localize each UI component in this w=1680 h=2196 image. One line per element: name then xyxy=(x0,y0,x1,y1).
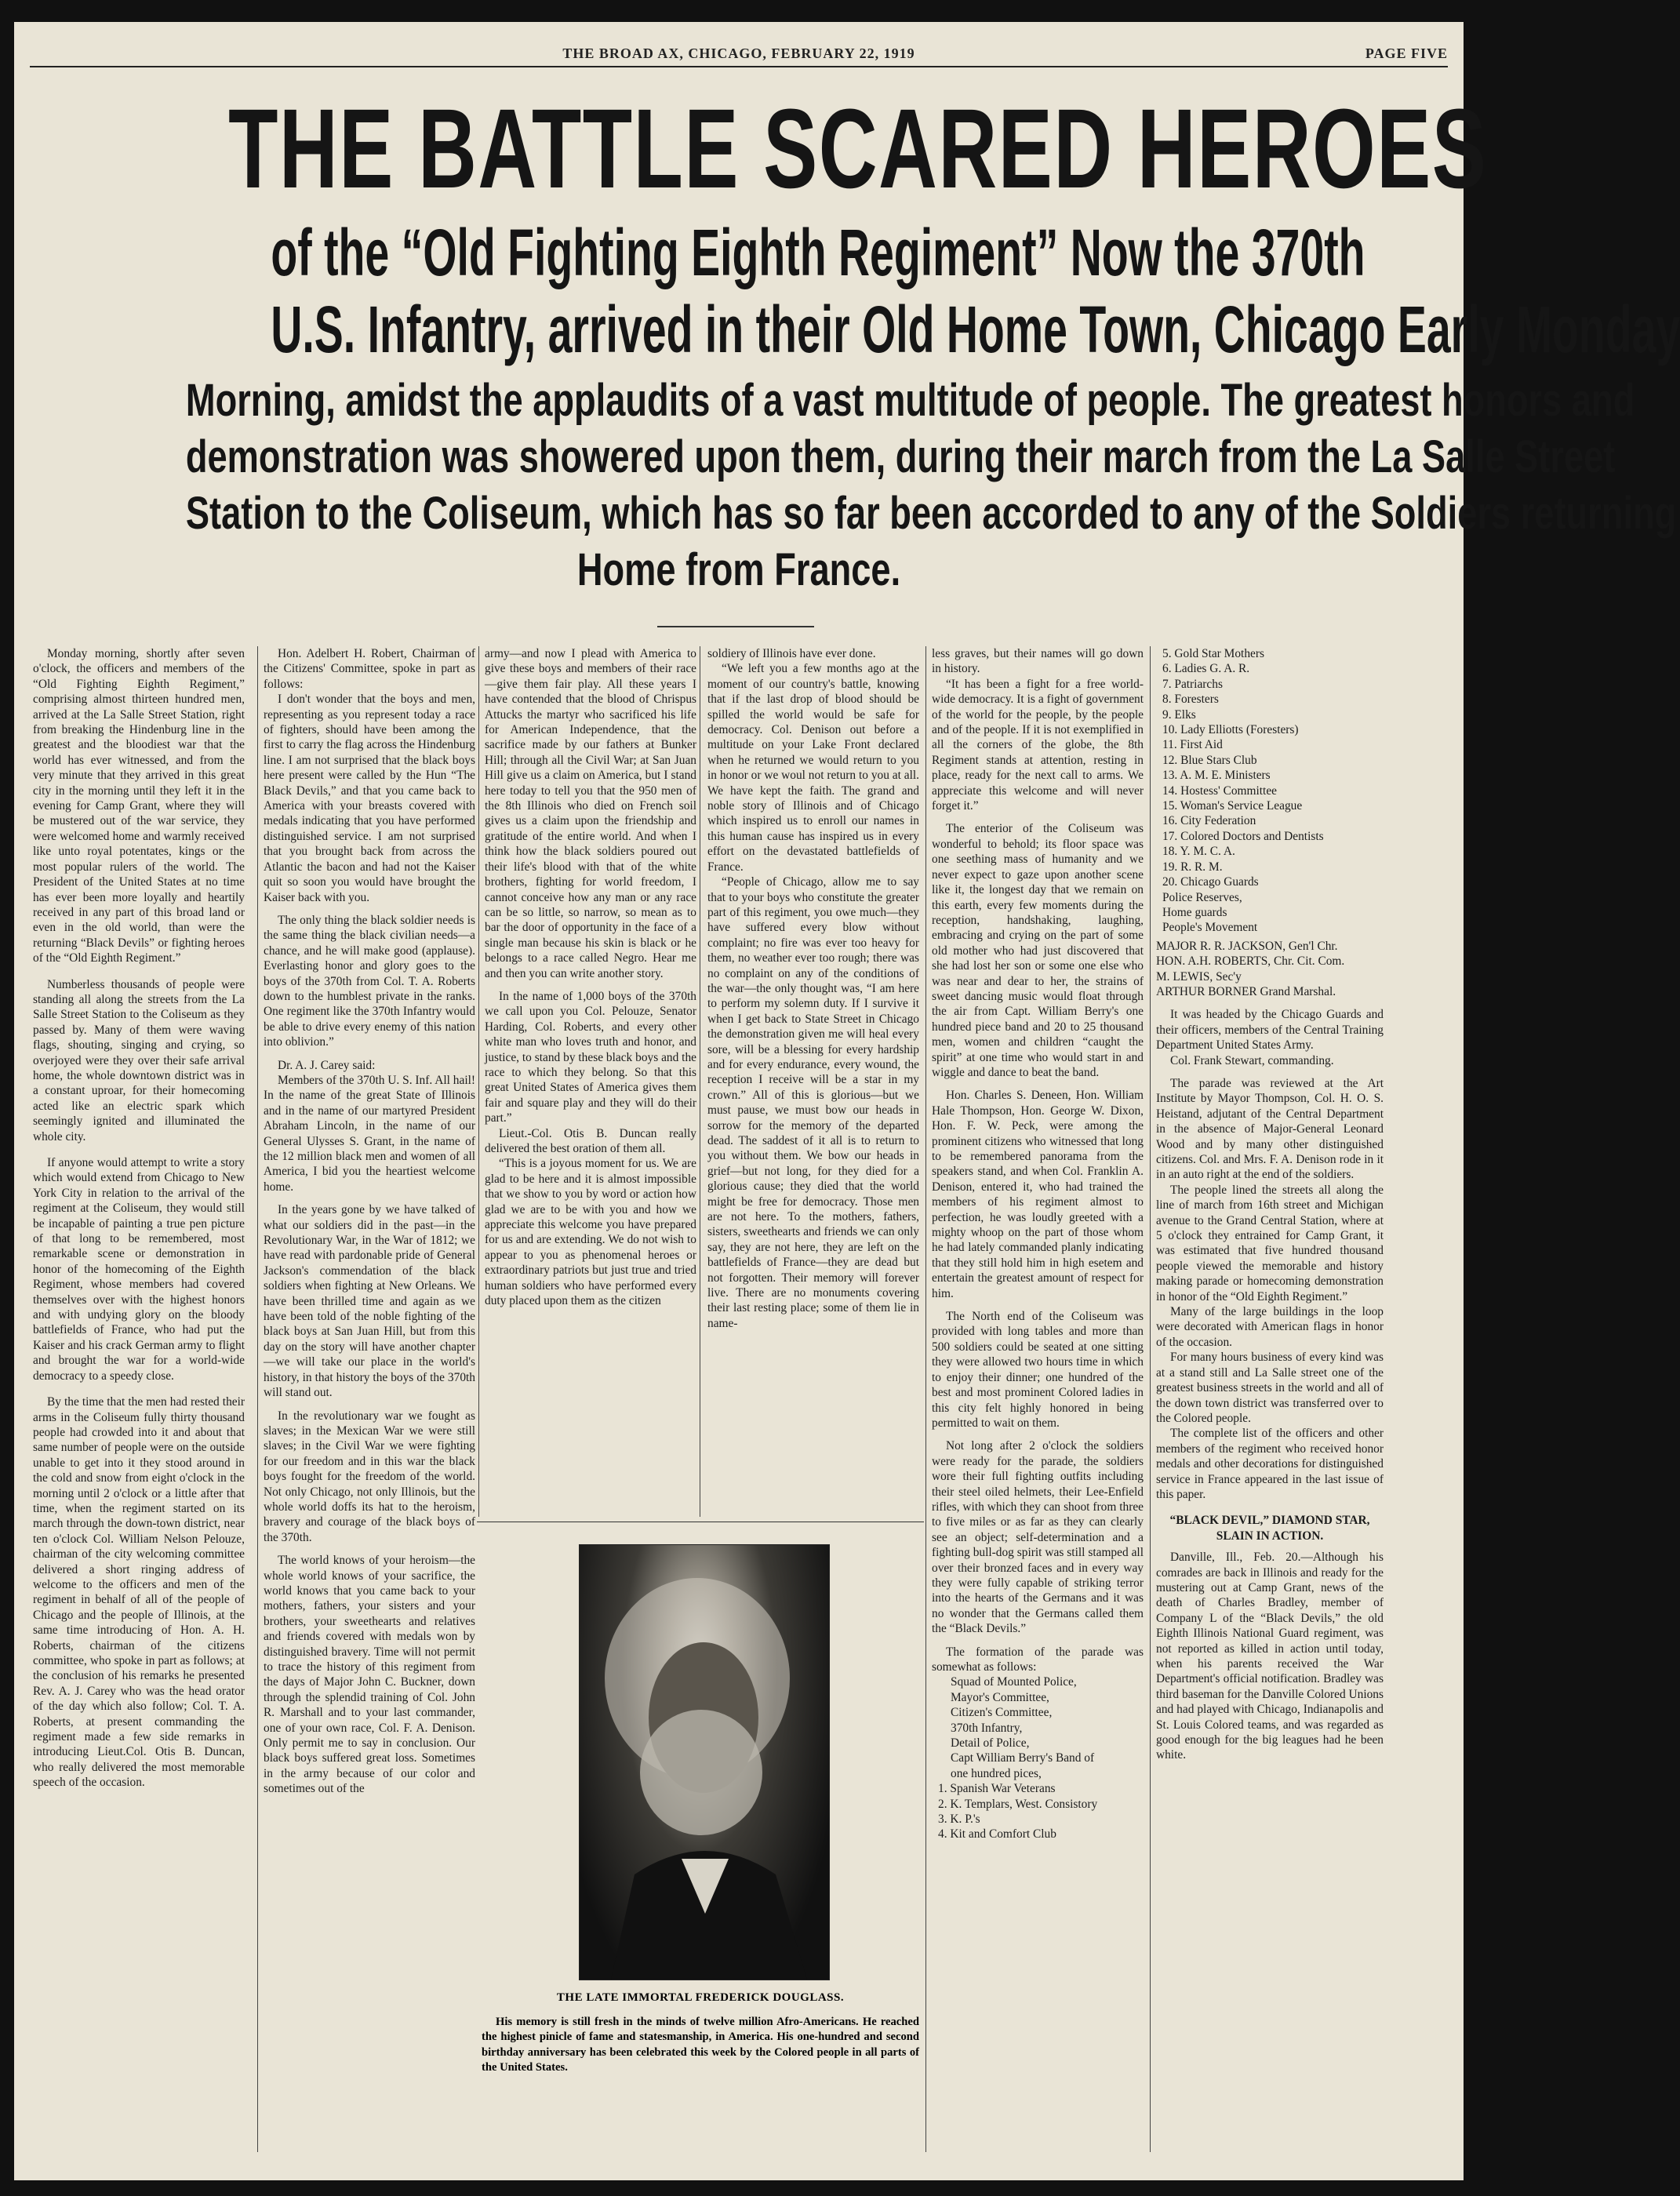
paragraph: The formation of the parade was somewhat as follows: xyxy=(932,1645,1144,1674)
paragraph: The enterior of the Coliseum was wonderful to behold; its floor space was one seething mass of humanity and we never expect to gaze upon another scene like it, the longest day that we remain on this earth, every few moments during the reception, handshaking, laughing, embracing and crying on the part of some old mother who had just discovered that she had lost her son or some one else who was near and dear to her, the strains of sweet dancing music would float through the air from Capt. William Berry's one hundred piece band and 20 to 25 thousand men, women and children “caught the spirit” at one time who would start in and wiggle and dance to beat the band. xyxy=(932,822,1144,1079)
paragraph: The parade was reviewed at the Art Institute by Mayor Thompson, Col. H. O. S. Heistand, adjutant of the Central Department in the absence of Major-General Leonard Wood and by many other distinguished citizens. Col. and Mrs. F. A. Denison rode in it in an auto right at the end of the soldiers. xyxy=(1156,1076,1384,1182)
list-item: Police Reserves, xyxy=(1162,890,1242,904)
article-column-3 xyxy=(485,646,696,1513)
paragraph: In the years gone by we have talked of what our soldiers did in the past—in the Revolutionary War, in the War of 1812; we have read with pardonable pride of General Jackson's commendation of the black soldiers when fighting at New Orleans. We have been thrilled time and again as we have been told of the noble fighting of the black boys at San Juan Hill, but from this day on the story will have another chapter—we will take our place in the world's history, in that history the boys of the 370th will stand out. xyxy=(264,1203,475,1400)
frederick-douglass-portrait xyxy=(579,1544,830,1980)
officer-line: HON. A.H. ROBERTS, Chr. Cit. Com. xyxy=(1156,954,1345,969)
list-item: 8. Foresters xyxy=(1162,693,1219,707)
headline-deck-2: demonstration was showered upon them, during their march from the La Salle Street xyxy=(185,431,1616,482)
photo-caption-text: His memory is still fresh in the minds of twelve million Afro-Americans. He reached the highest pinicle of fame and statesmanship, in America. His one-hundred and second birthday anniversary has been celebrated this week by the Colored people in all parts of the United States. xyxy=(482,2016,919,2074)
article-column-4 xyxy=(707,646,919,1513)
list-item: Mayor's Committee, xyxy=(951,1690,1049,1704)
paragraph: The people lined the streets all along the line of march from 16th street and Michigan avenue to the Grand Central Station, where at 5 o'clock they entrained for Camp Grant, it was estimated that five hundred thousand people viewed the memorable and history making parade or homecoming demonstration in honor of the “Old Eighth Regiment.” xyxy=(1156,1183,1384,1303)
list-item: 1. Spanish War Veterans xyxy=(938,1782,1056,1796)
paragraph: Col. Frank Stewart, commanding. xyxy=(1170,1053,1334,1067)
list-item: Detail of Police, xyxy=(951,1736,1030,1751)
paragraph: army—and now I plead with America to give these boys and members of their race—give them fair play. All these years I have contended that the blood of Chrispus Attucks the martyr who sacrificed his life for American Independence, that the sacrifice made by our fathers at Bunker Hill; through all the Civil War; at San Juan Hill give us a claim on America, but I stand here today to tell you that the 950 men of the 8th Illinois who died on French soil gives us a claim upon the friendship and gratitude of the entire world. And when I think how the black soldiers poured out their life's blood with that of the white brothers, fighting for world freedom, I cannot conceive how any man or any race can be so little, so narrow, so mean as to bar the door of opportunity in the face of a single man because his skin is black or he belongs to a race called Negro. Hear me and then you can write another story. xyxy=(485,647,696,980)
list-item: People's Movement xyxy=(1162,921,1258,935)
page-number: PAGE FIVE xyxy=(1365,45,1448,61)
paragraph: The complete list of the officers and other members of the regiment who received honor medals and other decorations for distinguished service in France appeared in the last issue of this paper. xyxy=(1156,1427,1384,1501)
photo-box xyxy=(477,1522,924,2112)
column-rule xyxy=(925,646,926,2152)
list-item: 10. Lady Elliotts (Foresters) xyxy=(1162,723,1299,737)
paragraph: In the revolutionary war we fought as slaves; in the Mexican War we were still slaves; in the Civil War we were fighting for our freedom and in this war the black boys fought for the freedom of the world. Not only Chicago, not only Illinois, but the whole world doffs its hat to the heroism, bravery and courage of the black boys of the 370th. xyxy=(264,1409,475,1544)
list-item: 7. Patriarchs xyxy=(1162,677,1223,691)
article-column-5 xyxy=(932,646,1144,2168)
paragraph: Monday morning, shortly after seven o'clock, the officers and members of the “Old Fighting Eighth Regiment,” comprising almost thirteen hundred men, arrived at the La Salle Street Station, right from breaking the Hindenburg line in the greatest and the bloodiest war that the world has ever witnessed, and from the very minute that they arrived in this great city in the morning until they left it in the evening for Camp Grant, where they will be mustered out of the war service, they were welcomed home and warmly received like unto royal potentates, kings or the most popular rulers of the world. The President of the United States at no time has ever been more loyally and heartily received in any part of this broad land or even in the old world, than were the returning “Black Devils” or fighting heroes of the “Old Eighth Regiment.” xyxy=(33,647,245,965)
paragraph: Hon. Charles S. Deneen, Hon. William Hale Thompson, Hon. George W. Dixon, Hon. F. W. Peck, were among the prominent citizens who witnessed that long to be remembered panorama from the speakers stand, and when Col. Franklin A. Denison, entered it, who had trained the members of his regiment almost to perfection, he was loudly greeted with a mighty whoop on the part of those whom he had lately commanded planly indicating that they still hold him in high esetem and entertain the greatest amount of respect for him. xyxy=(932,1089,1144,1300)
list-item: 13. A. M. E. Ministers xyxy=(1162,769,1271,783)
paragraph: If anyone would attempt to write a story which would extend from Chicago to New York City in relation to the arrival of the regiment at the Coliseum, they would still be incapable of painting a true pen picture of that long to be remembered, most remarkable scene or demonstration in honor of the homecoming of the Eighth Regiment, whose members had covered themselves over with the highest honors and with undying glory on the bloody battlefields of France, who had put the Kaiser and his crack German army to flight and brought the war for a world-wide democracy to a speedy close. xyxy=(33,1156,245,1383)
paragraph: Members of the 370th U. S. Inf. All hail! In the name of the great State of Illinois and in the name of our martyred President Abraham Lincoln, in the name of our General Ulysses S. Grant, in the name of the 12 million black men and women of all America, I bid you the heartiest welcome home. xyxy=(264,1073,475,1194)
list-item: 5. Gold Star Mothers xyxy=(1162,647,1264,660)
list-item: Citizen's Committee, xyxy=(951,1706,1053,1720)
headline-deck-3: Station to the Coliseum, which has so far been accorded to any of the Soldiers returning xyxy=(185,488,1677,539)
masthead-title: THE BROAD AX, CHICAGO, FEBRUARY 22, 1919 xyxy=(562,45,915,61)
paragraph: “We left you a few months ago at the moment of our country's battle, knowing that if the last drop of blood should be spilled the world would be safe for democracy. Col. Denison out before a multitude on your Lake Front declared when he returned we would return to you in honor or we woul not return to you at all. We have kept the faith. The grand and noble story of Illinois and of Chicago which inspired us to enroll our names in this human cause has inspired us in every effort on the devastated battlefields of France. xyxy=(707,662,919,874)
paragraph: “This is a joyous moment for us. We are glad to be here and it is almost impossible that we show to you by word or action how glad we are to be with you and how we appreciate this welcome you have prepared for us and are extending. We do not wish to appear to you as phenomenal heroes or extraordinary patriots but just true and tried human soldiers who have performed every duty placed upon them as the citizen xyxy=(485,1157,696,1308)
paragraph: Not long after 2 o'clock the soldiers were ready for the parade, the soldiers wore their full fighting outfits including their steel oiled helmets, their Lee-Enfield rifles, with which they can shoot from three to five miles or as far as they can clearly see an object; self-determination and a fighting bull-dog spirit was still stamped all over their bronzed faces and in every way they were fully capable of striking terror into the hearts of the Germans and it was no wonder that the Germans called them the “Black Devils.” xyxy=(932,1439,1144,1636)
paragraph: soldiery of Illinois have ever done. xyxy=(707,647,876,660)
top-rule xyxy=(30,66,1448,67)
column-rule xyxy=(478,646,479,1517)
photo-caption-title: THE LATE IMMORTAL FREDERICK DOUGLASS. xyxy=(556,1991,845,2004)
headline-deck-1: Morning, amidst the applaudits of a vast multitude of people. The greatest honors and xyxy=(185,375,1635,426)
paragraph: The only thing the black soldier needs is the same thing the black civilian needs—a chance, and he will make good (applause). Everlasting honor and glory goes to the boys of the 370th from Col. T. A. Roberts down to the humblest private in the ranks. One regiment like the 370th Infantry would be able to drive every enemy of this nation into oblivion.” xyxy=(264,913,475,1049)
list-item: 16. City Federation xyxy=(1162,814,1256,828)
parade-officers xyxy=(1156,939,1384,1000)
list-item: 20. Chicago Guards xyxy=(1162,875,1259,889)
headline-deck-4: Home from France. xyxy=(576,544,901,595)
paragraph: The world knows of your heroism—the whole world knows of your sacrifice, the world knows that you came back to your mothers, fathers, your sisters and your brothers, your sweethearts and relatives and friends covered with medals won by distinguished bravery. Time will not permit to trace the history of this regiment from the days of Major John C. Buckner, down through the splendid training of Col. John R. Marshall and to your last commander, one of your own race, Col. F. A. Denison. Only permit me to say in conclusion. Our black boys suffered great loss. Sometimes in the army because of our color and sometimes out of the xyxy=(264,1554,475,1796)
paragraph: Lieut.-Col. Otis B. Duncan really delivered the best oration of them all. xyxy=(485,1126,696,1155)
list-item: 11. First Aid xyxy=(1162,738,1223,752)
headline-sub-1: of the “Old Fighting Eighth Regiment” Now the 370th xyxy=(271,216,1365,289)
paragraph: Numberless thousands of people were standing all along the streets from the La Salle Street Station to the Coliseum as they passed by. Many of them were waving flags, shouting, singing and crying, so overjoyed were they over their safe arrival home, the whole downtown district was in a constant uproar, for their homecoming acted like an electric spark which seemingly ignited and illuminated the whole city. xyxy=(33,977,245,1143)
paragraph: Danville, Ill., Feb. 20.—Although his comrades are back in Illinois and ready for the mustering out at Camp Grant, news of the death of Charles Bradley, member of Company L of the “Black Devils,” the old Eighth Illinois National Guard regiment, was not reported as killed in action until today, when his parents received the War Department's official notification. Bradley was third baseman for the Danville Colored Unions and had played with Chicago, Indianapolis and St. Louis Colored teams, and was regarded as good enough for the big leagues had he been white. xyxy=(1156,1551,1384,1762)
list-item: 18. Y. M. C. A. xyxy=(1162,845,1235,859)
parade-formation-list-continued xyxy=(1156,646,1384,936)
list-item: 2. K. Templars, West. Consistory xyxy=(938,1797,1098,1811)
paragraph: Hon. Adelbert H. Robert, Chairman of the Citizens' Committee, spoke in part as follows: xyxy=(264,647,475,691)
list-item: 19. R. R. M. xyxy=(1162,860,1223,874)
list-item: 12. Blue Stars Club xyxy=(1162,753,1257,767)
paragraph: The North end of the Coliseum was provided with long tables and more than 500 soldiers could be seated at one sitting they were allowed two hours time in which to enjoy their dinner; one hundred of the best and most prominent Colored ladies in this city felt highly honored in being permitted to wait on them. xyxy=(932,1310,1144,1430)
column-rule xyxy=(257,646,258,2152)
paragraph: Dr. A. J. Carey said: xyxy=(278,1058,376,1072)
list-item: one hundred pices, xyxy=(951,1766,1042,1780)
article-column-6 xyxy=(1156,646,1384,2168)
list-item: 6. Ladies G. A. R. xyxy=(1162,662,1250,676)
paragraph: less graves, but their names will go down in history. xyxy=(932,647,1144,676)
article-column-1 xyxy=(33,646,245,2168)
column-rule xyxy=(1150,646,1151,2152)
paragraph: In the name of 1,000 boys of the 370th we call upon you Col. Pelouze, Senator Harding, Col. Roberts, and every other white man who loves truth and honor, and justice, to stand by these black boys and the race to which they belong. So that this great United States of America gives them fair and square play and they will do their part.” xyxy=(485,989,696,1125)
list-item: 14. Hostess' Committee xyxy=(1162,784,1277,798)
article-column-2 xyxy=(264,646,475,2168)
paragraph: I don't wonder that the boys and men, representing as you represent today a race of fighters, should have been among the first to carry the flag across the Hindenburg line. I am not surprised that the black boys here present were called by the Hun “The Black Devils,” and that you came back to America with your breasts covered with medals indicating that you have performed distinguished service. I am not surprised that you brought back from across the Atlantic the bacon and had not the Kaiser quit so soon you would have brought the Kaiser back with you. xyxy=(264,693,475,904)
officer-line: M. LEWIS, Sec'y xyxy=(1156,969,1242,983)
headline-sub-2: U.S. Infantry, arrived in their Old Home Town, Chicago Early Monday xyxy=(271,293,1680,366)
list-item: Capt William Berry's Band of xyxy=(951,1751,1095,1765)
parade-formation-list xyxy=(932,1674,1144,1842)
subheadline: “BLACK DEVIL,” DIAMOND STAR, SLAIN IN ACTION. xyxy=(1169,1514,1370,1543)
headline-main: THE BATTLE SCARED HEROES xyxy=(228,85,1488,212)
paragraph: For many hours business of every kind was at a stand still and La Salle street one of the greatest business streets in the world and all of the down town district was transferred over to the Colored people. xyxy=(1156,1351,1384,1425)
paragraph: “It has been a fight for a free world-wide democracy. It is a fight of government of the world for the people, by the people and of the people. If it is not exemplified in all the corners of the globe, the 8th Regiment stands at attention, resting in place, ready for the next call to arms. We appreciate this welcome and will never forget it.” xyxy=(932,677,1144,813)
list-item: 3. K. P.'s xyxy=(938,1812,980,1827)
portrait-illustration xyxy=(580,1545,829,1980)
list-item: 15. Woman's Service League xyxy=(1162,799,1303,813)
newspaper-page xyxy=(14,22,1680,2180)
list-item: 370th Infantry, xyxy=(951,1721,1023,1735)
paragraph: By the time that the men had rested their arms in the Coliseum fully thirty thousand people had crowded into it and about that same number of people were on the outside unable to get into it they stood around in the cold and snow from eight o'clock in the morning until 2 o'clock or a little after that time, when the regiment started on its march through the down-town district, near ten o'clock Col. William Nelson Pelouze, chairman of the city welcoming committee delivered a short ringing address of welcome to the officers and men of the regiment in behalf of all of the people of Chicago and the people of Illinois, at the same time introducing of Hon. A. H. Roberts, chairman of the citizens committee, who spoke in part as follows; at the conclusion of his remarks he presented Rev. A. J. Carey who was the head orator of the day which also follow; Col. T. A. Roberts, at present commanding the regiment made a few side remarks in introducing Lieut.Col. Otis B. Duncan, who really delivered the most memorable speech of the occasion. xyxy=(33,1395,245,1790)
officer-line: ARTHUR BORNER Grand Marshal. xyxy=(1156,984,1336,998)
list-item: 9. Elks xyxy=(1162,707,1196,722)
list-item: 4. Kit and Comfort Club xyxy=(938,1827,1056,1842)
headline-block xyxy=(30,85,1680,595)
paragraph: It was headed by the Chicago Guards and their officers, members of the Central Training Department United States Army. xyxy=(1156,1008,1384,1053)
deck-divider xyxy=(657,626,814,627)
list-item: Home guards xyxy=(1162,905,1227,919)
list-item: 17. Colored Doctors and Dentists xyxy=(1162,829,1324,843)
paragraph: “People of Chicago, allow me to say that to your boys who constitute the greater part of this regiment, you owe much—they have suffered every blow without complaint; no fire was ever too heavy for them, no weather ever too rough; there was no complaint on any of the conditions of the war—the only thought was, “I am here to perform my solemn duty. If I survive it when I get back to State Street in Chicago the demonstration given me will heal every sore, will be a blessing for every hardship and for every endurance, every wound, the reception I receive will be a star in my crown.” All of this is glorious—but we must pause, we must bow our heads in sorrow for the memory of the departed dead. The saddest of it all is to return to you without them. We bow our heads in grief—but not long, for they died for a glorious cause; they died that the world might be free for democracy. Those men are not here. To the mothers, fathers, sisters, sweethearts and friends we can only say, they are not here, they are left on the battlefields of France—they are dead but not forgotten. Their memory will forever live. There are no monuments covering their last resting place; some of them lie in name- xyxy=(707,875,919,1330)
paragraph: Many of the large buildings in the loop were decorated with American flags in honor of the occasion. xyxy=(1156,1305,1384,1349)
officer-line: MAJOR R. R. JACKSON, Gen'l Chr. xyxy=(1156,939,1338,953)
list-item: Squad of Mounted Police, xyxy=(951,1675,1077,1689)
